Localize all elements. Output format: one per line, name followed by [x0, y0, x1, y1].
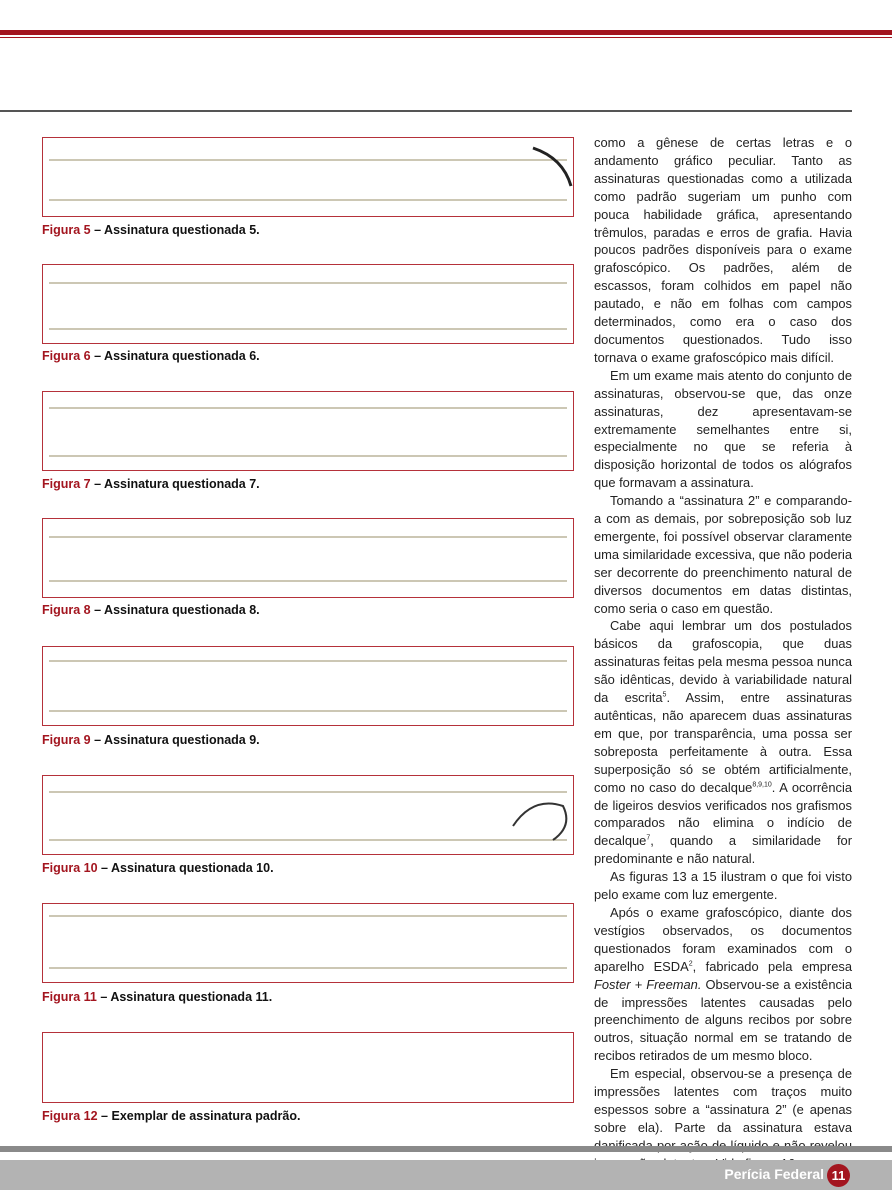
signature-image [43, 776, 573, 854]
citation: 7 [646, 835, 651, 843]
signature-handwriting: LORENÇO Almeida da Silva [53, 292, 481, 327]
signature-image [43, 392, 573, 470]
citation: 2 [688, 960, 693, 968]
signature-image [43, 265, 573, 343]
caption-text: – Assinatura questionada 6. [90, 349, 260, 363]
figure-7-signature [42, 391, 574, 471]
paragraph-4 [594, 617, 852, 868]
figure-number: Figura 10 [42, 861, 98, 875]
signature-handwriting: LORENÇO Almeida da Silva [53, 803, 481, 838]
company-name: Foster + Freeman. [594, 976, 702, 992]
figure-5-caption [42, 223, 260, 237]
paragraph-2: Em um exame mais atento do conjunto de assinaturas, observou-se que, das onze assinaturas, dez apresentavam-se extremamente semelhantes entre si, especialmente no que se referia à disposição horizontal de todos os alógrafos que formavam a assinatura. [594, 367, 852, 491]
footer-publication-title: Perícia Federal [724, 1166, 824, 1182]
paragraph-4-part-c: . A ocorrência de ligeiros desvios verificados nos grafismos comparados não elimina o indício de decalque [594, 779, 853, 849]
figure-12-signature [42, 1032, 574, 1103]
paragraph-6-part-a: Após o exame grafoscópico, diante dos vestígios observados, os documentos questionados foram examinados com o aparelho ESDA [594, 904, 852, 974]
signature-handwriting: LORENÇO Almeida da Silva [53, 931, 481, 966]
paragraph-1: como a gênese de certas letras e o andamento gráfico peculiar. Tanto as assinaturas questionadas como a utilizada como padrão sugeriam um punho com pouca habilidade gráfica, apresentando trêmulos, paradas e erros de grafia. Havia poucos padrões disponíveis para o exame grafoscópico. Os padrões, além de escassos, foram colhidos em papel não pautado, e não em folhas com campos determinados, como era o caso dos documentos questionados. Tudo isso tornava o exame grafoscópico mais difícil. [594, 135, 852, 365]
figure-number: Figura 9 [42, 733, 91, 747]
paragraph-6-part-c: Observou-se a existência de impressões latentes causadas pelo preenchimento de alguns recibos por sobre outros, situação normal em se tratando de recibos retirados de um mesmo bloco. [594, 976, 852, 1064]
paragraph-4-part-b: . Assim, entre assinaturas autênticas, não aparecem duas assinaturas em que, por transparência, uma possa ser sobreposta perfeitamente à outra. Essa superposição só se obtém artificialmente, como no caso do decalque [594, 690, 852, 795]
page-number-badge: 11 [827, 1164, 850, 1187]
figure-9-caption [42, 733, 260, 747]
figure-5-signature [42, 137, 574, 217]
figure-10-caption [42, 861, 274, 875]
figure-number: Figura 7 [42, 477, 91, 491]
caption-text: – Exemplar de assinatura padrão. [97, 1109, 301, 1123]
article-column [594, 134, 852, 1173]
caption-text: – Assinatura questionada 10. [97, 861, 274, 875]
paragraph-3: Tomando a “assinatura 2” e comparando-a com as demais, por sobreposição sob luz emergente, foi possível observar claramente uma similaridade excessiva, que não poderia ser decorrente do preenchimento natural de diversos documentos em datas distintas, como seria o caso em questão. [594, 493, 852, 616]
signature-handwriting: LORENÇO Almeida da Silva [53, 165, 481, 200]
header-thin-line [0, 37, 892, 38]
signature-image [43, 904, 573, 982]
citation: 8,9,10 [752, 781, 772, 789]
figure-6-caption [42, 349, 260, 363]
paragraph-4-part-a: Cabe aqui lembrar um dos postulados básicos da grafoscopia, que duas assinaturas feitas pela mesma pessoa nunca são idênticas, devido à variabilidade natural da escrita [594, 618, 852, 706]
signature-handwriting: LORENÇO Almeida da Silva [53, 544, 481, 579]
figure-number: Figura 8 [42, 603, 91, 617]
citation: 5 [662, 691, 667, 699]
signature-image [43, 519, 573, 597]
paragraph-4-part-d: , quando a similaridade for predominante e não natural. [594, 833, 852, 867]
figure-number: Figura 11 [42, 990, 97, 1004]
signature-handwriting: LORENÇO Almeida da Silva [53, 676, 481, 711]
figure-6-signature [42, 264, 574, 344]
signature-handwriting: LORENÇO Almeida da Silva [65, 1060, 436, 1090]
signature-handwriting: LORENÇO Almeida da Silva [53, 419, 481, 454]
signature-image [43, 1033, 573, 1102]
figure-9-signature [42, 646, 574, 726]
figure-10-signature [42, 775, 574, 855]
caption-text: – Assinatura questionada 11. [96, 990, 273, 1004]
figure-number: Figura 5 [42, 223, 91, 237]
caption-text: – Assinatura questionada 7. [90, 477, 260, 491]
caption-text: – Assinatura questionada 8. [90, 603, 260, 617]
caption-text: – Assinatura questionada 9. [90, 733, 260, 747]
figure-number: Figura 6 [42, 349, 91, 363]
figure-11-caption [42, 990, 272, 1004]
figure-11-signature [42, 903, 574, 983]
figure-12-caption [42, 1109, 300, 1123]
header-red-bar [0, 30, 892, 35]
signature-image [43, 138, 573, 216]
paragraph-6-part-b: , fabricado pela empresa [692, 958, 852, 974]
paragraph-7: Em especial, observou-se a presença de impressões latentes com traços muito espessos sobre a “assinatura 2” (e apenas sobre ela). Parte da assinatura estava [594, 1066, 852, 1135]
paragraph-5: As figuras 13 a 15 ilustram o que foi visto pelo exame com luz emergente. [594, 869, 852, 903]
signature-image [43, 647, 573, 725]
header-rule [0, 110, 852, 112]
caption-text: – Assinatura questionada 5. [90, 223, 260, 237]
figure-8-signature [42, 518, 574, 598]
figure-7-caption [42, 477, 260, 491]
footer-rule [0, 1146, 892, 1152]
paragraph-6 [594, 904, 852, 1065]
figure-8-caption [42, 603, 260, 617]
figure-number: Figura 12 [42, 1109, 98, 1123]
